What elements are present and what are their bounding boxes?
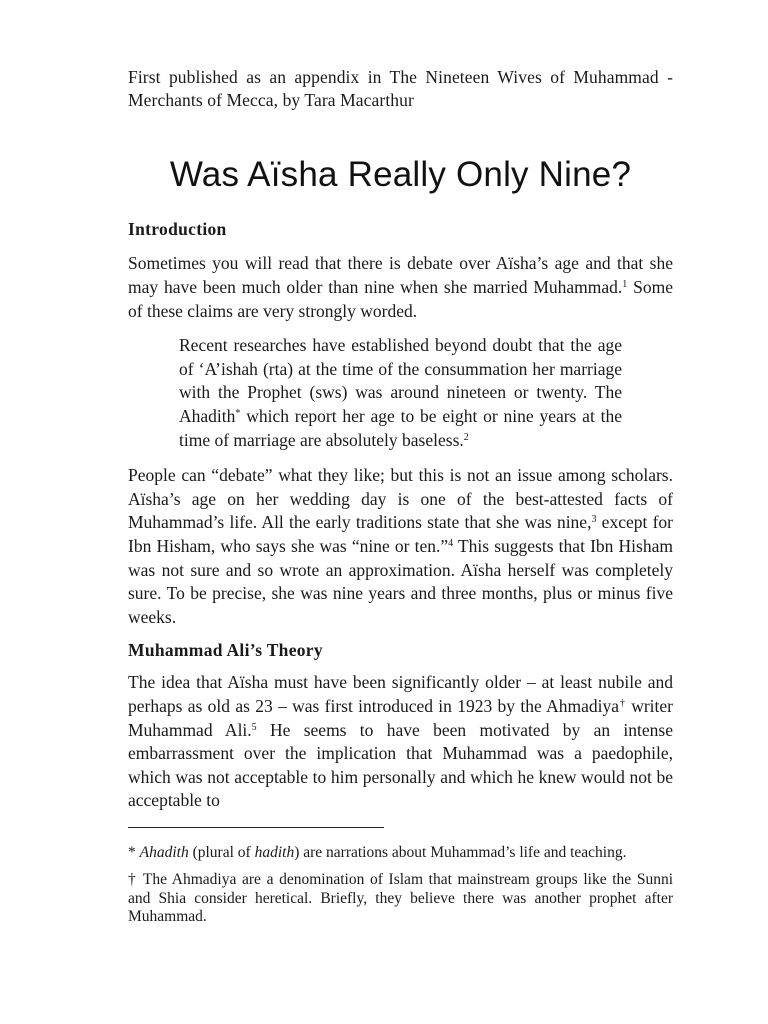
intro-paragraph-2 — [128, 464, 673, 629]
footnote-term: Ahadith — [139, 843, 189, 861]
paragraph-text: He seems to have been motivated by an intense embarrassment over the implication that Muhammad was a paedophile, which was not acceptable to him personally and which he knew would not be acceptable to — [128, 719, 673, 811]
paragraph-text: People can “debate” what they like; but this is not an issue among scholars. Aïsha’s age on her wedding day is one of the best-attested facts of Muhammad’s life. All the early traditions state that she was nine, — [128, 465, 673, 533]
publication-note: First published as an appendix in The Nineteen Wives of Muhammad - Merchants of Mecca, by Tara Macarthur — [128, 67, 673, 110]
footnote-1 — [128, 844, 673, 863]
footnote-2 — [128, 871, 673, 927]
section-heading-theory: Muhammad Ali’s Theory — [128, 640, 323, 661]
section-heading-introduction: Introduction — [128, 219, 227, 240]
footnote-ref[interactable]: 2 — [463, 431, 469, 443]
footnote-ref[interactable]: 5 — [251, 721, 257, 733]
block-quote — [179, 334, 622, 452]
footnote-ref[interactable]: * — [235, 408, 241, 419]
paragraph-text: This suggests that Ibn Hisham was not sure and so wrote an approximation. Aïsha herself was completely sure. To be precise, she was nine years and three months, plus or minus five weeks. — [128, 535, 673, 627]
document-page — [128, 66, 673, 927]
quote-text: Recent researches have established beyond doubt that the age of ‘A’ishah (rta) at the time of the consummation her marriage with the Prophet (sws) was around nineteen or twenty. The Ahadith — [179, 335, 622, 426]
paragraph-text: except for Ibn Hisham, who says she was “nine or ten.” — [128, 512, 673, 556]
footnote-ref[interactable]: † — [619, 697, 626, 709]
footnote-ref[interactable]: 1 — [622, 279, 628, 291]
footnote-divider — [128, 827, 384, 828]
footnote-marker: † — [128, 871, 138, 889]
paragraph-text: The idea that Aïsha must have been significantly older – at least nubile and perhaps as old as 23 – was first introduced in 1923 by the Ahmadiya — [128, 672, 673, 716]
footnote-ref[interactable]: 4 — [448, 537, 454, 549]
footnote-text: The Ahmadiya are a denomination of Islam that mainstream groups like the Sunni and Shia consider heretical. Briefly, they believe there was another prophet after Muhammad. — [128, 871, 674, 926]
footnote-marker: * — [128, 843, 136, 861]
quote-text: which report her age to be eight or nine years at the time of marriage are absolutely baseless. — [179, 406, 622, 450]
footnote-ref[interactable]: 3 — [591, 514, 597, 526]
page-title: Was Aïsha Really Only Nine? — [169, 155, 632, 194]
footnote-text: (plural of — [188, 843, 255, 861]
theory-paragraph — [128, 671, 673, 813]
paragraph-text: Sometimes you will read that there is debate over Aïsha’s age and that she may have been much older than nine when she married Muhammad. — [128, 253, 673, 298]
paragraph-text: Some of these claims are very strongly worded. — [128, 277, 673, 321]
footnote-text: ) are narrations about Muhammad’s life and teaching. — [294, 843, 627, 861]
intro-paragraph-1 — [128, 252, 673, 323]
paragraph-text: writer Muhammad Ali. — [128, 695, 673, 740]
footnote-term: hadith — [254, 843, 295, 861]
